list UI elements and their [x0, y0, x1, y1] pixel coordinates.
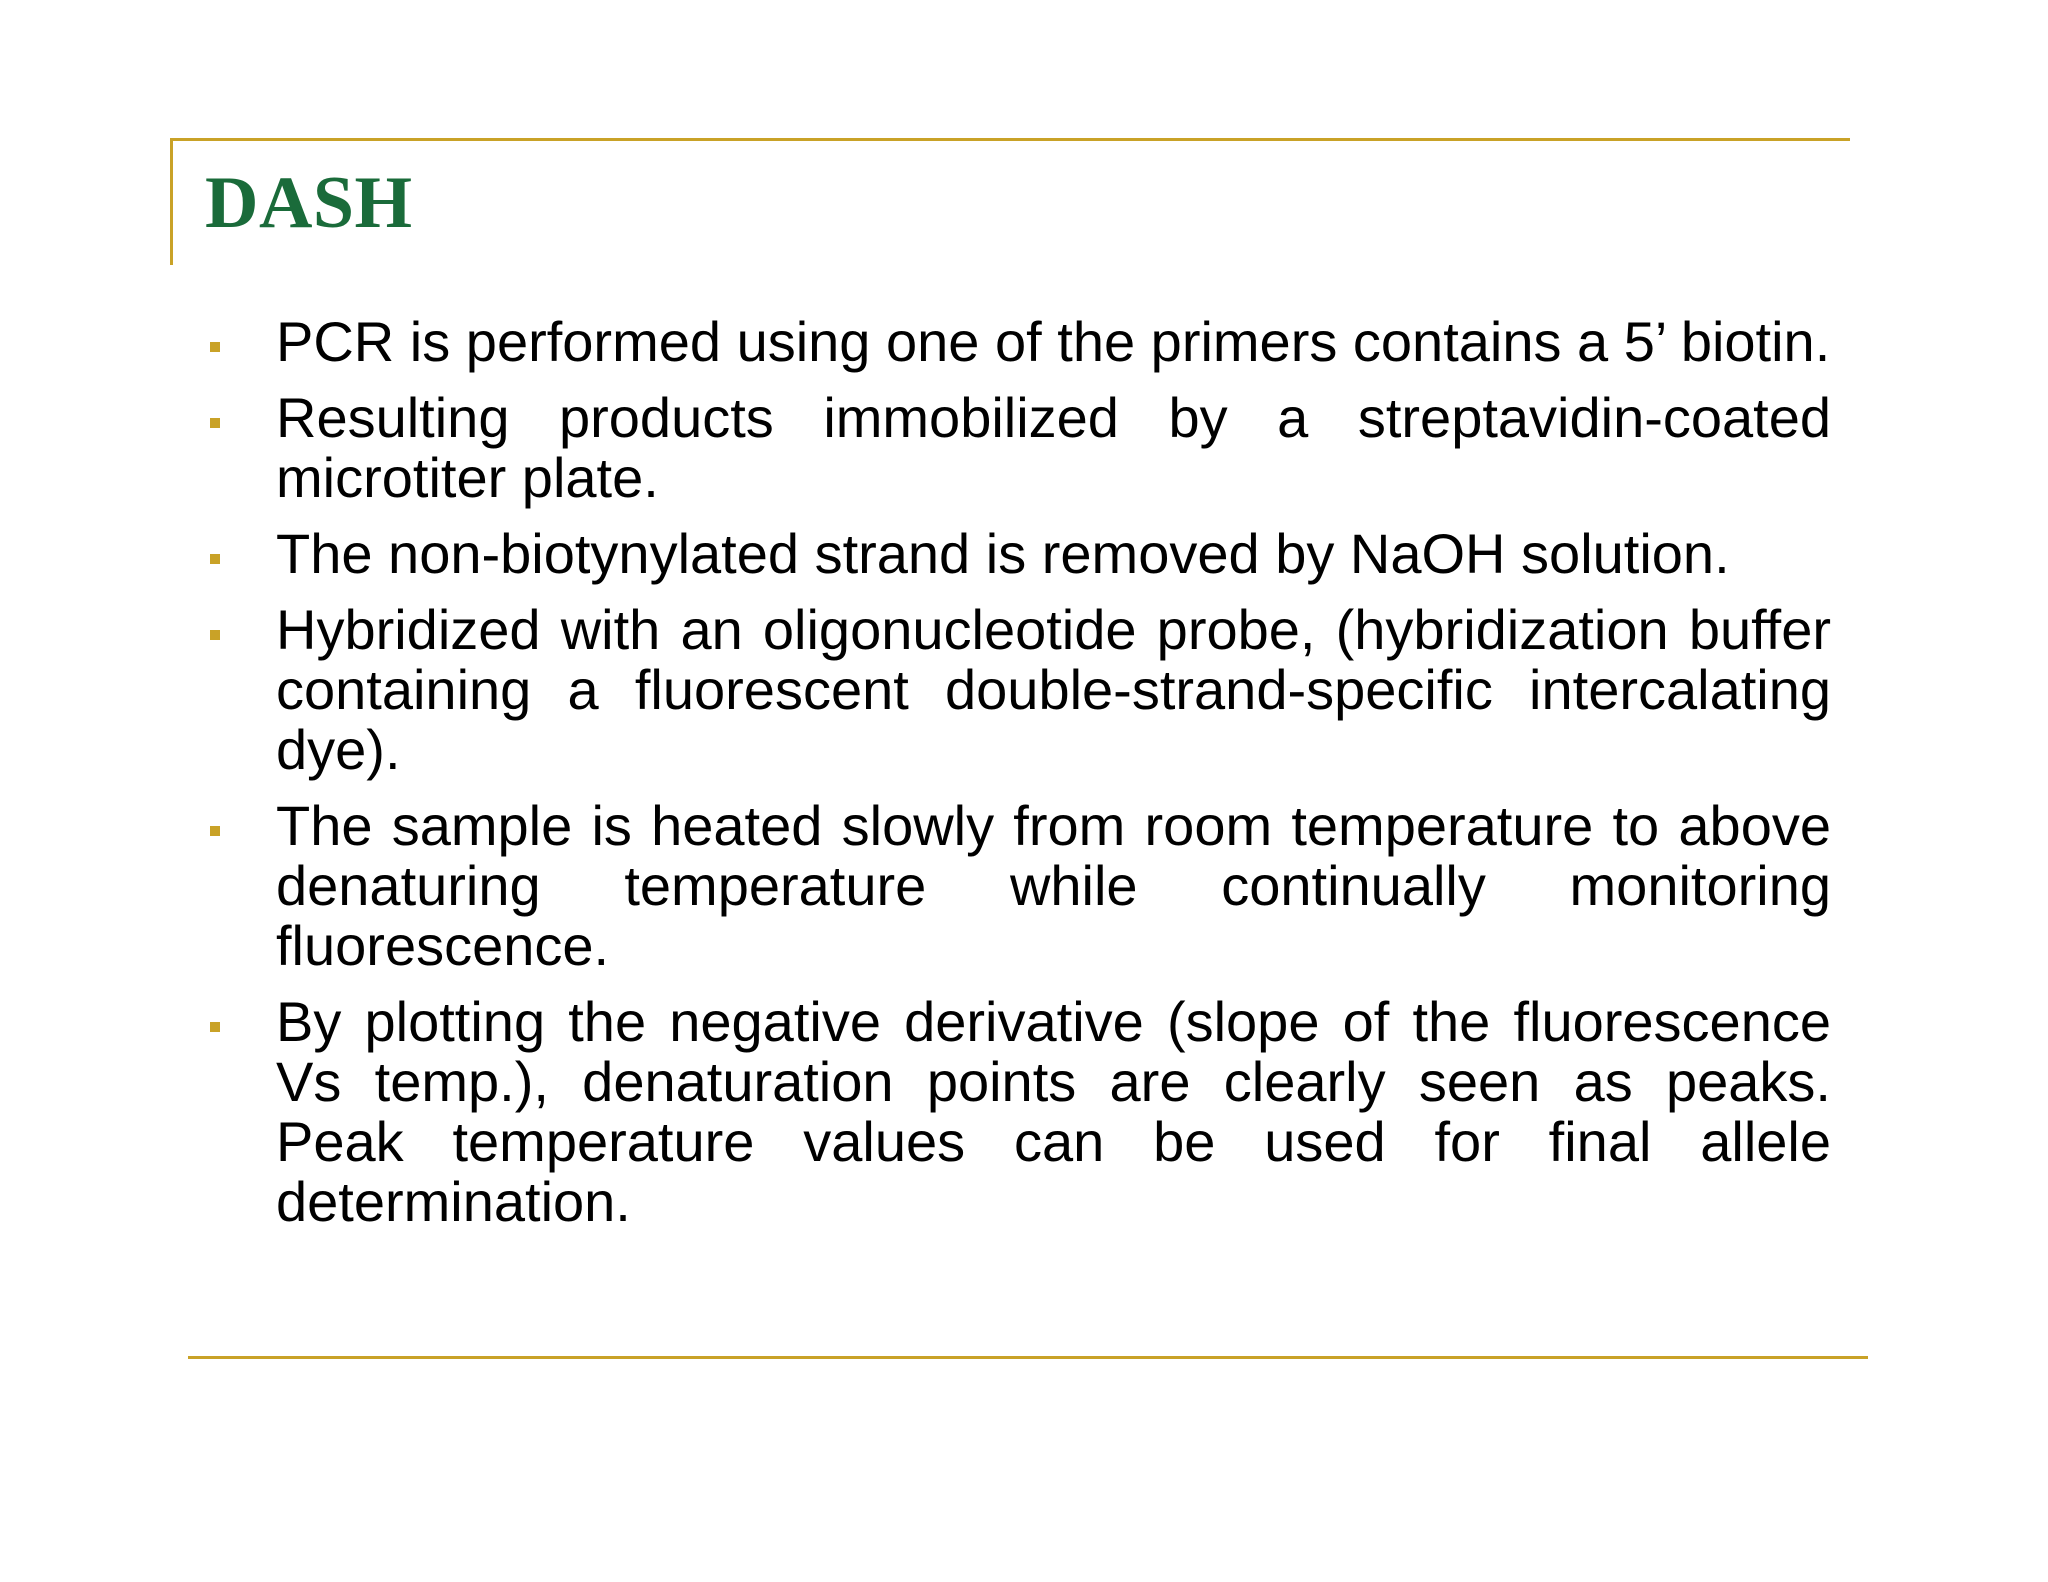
slide-title: DASH	[205, 162, 413, 244]
square-bullet-icon	[210, 1022, 220, 1032]
title-frame-left-rule	[170, 138, 173, 265]
square-bullet-icon	[210, 826, 220, 836]
bullet-text: Hybridized with an oligonucleotide probe, (hybridization buffer containing a fluorescent double-strand-specific intercalating dye).	[276, 598, 1831, 781]
bullet-item	[276, 796, 1831, 976]
bullet-text: By plotting the negative derivative (slope of the fluorescence Vs temp.), denaturation points are clearly seen as peaks. Peak temperature values can be used for final allele determination.	[276, 990, 1831, 1233]
bullet-text: The sample is heated slowly from room temperature to above denaturing temperature while continually monitoring fluorescence.	[276, 794, 1831, 977]
bullet-item	[276, 524, 1831, 584]
bullet-item	[276, 600, 1831, 780]
bullet-text: PCR is performed using one of the primers contains a 5’ biotin.	[276, 310, 1831, 373]
bullet-item	[276, 388, 1831, 508]
square-bullet-icon	[210, 554, 220, 564]
square-bullet-icon	[210, 630, 220, 640]
square-bullet-icon	[210, 418, 220, 428]
title-frame-top-rule	[170, 138, 1850, 141]
square-bullet-icon	[210, 342, 220, 352]
bullet-list	[276, 312, 1831, 1248]
bullet-item	[276, 992, 1831, 1232]
bullet-text: The non-biotynylated strand is removed by NaOH solution.	[276, 522, 1730, 585]
bottom-divider-rule	[188, 1356, 1868, 1359]
bullet-item	[276, 312, 1831, 372]
bullet-text: Resulting products immobilized by a streptavidin-coated microtiter plate.	[276, 386, 1831, 509]
